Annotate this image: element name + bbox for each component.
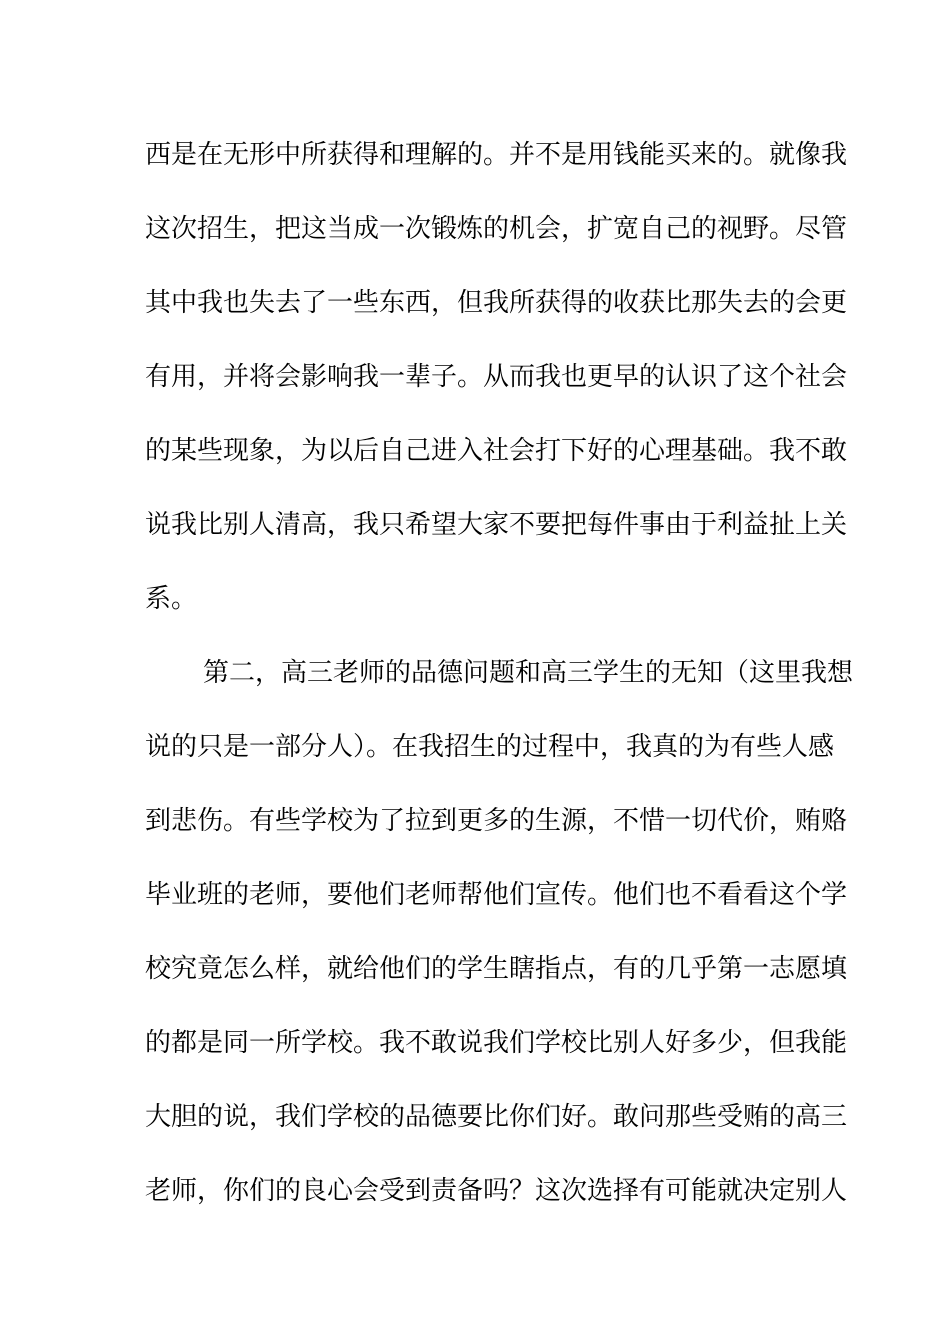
text-line: 毕业班的老师，要他们老师帮他们宣传。他们也不看看这个学 (145, 880, 848, 910)
text-line: 这次招生，把这当成一次锻炼的机会，扩宽自己的视野。尽管 (145, 214, 848, 244)
text-line: 大胆的说，我们学校的品德要比你们好。敢问那些受贿的高三 (145, 1102, 848, 1132)
text-line: 系。 (145, 584, 198, 614)
text-line: 校究竟怎么样，就给他们的学生瞎指点，有的几乎第一志愿填 (145, 954, 848, 984)
text-line: 老师，你们的良心会受到责备吗？这次选择有可能就决定别人 (145, 1176, 848, 1206)
body-text (145, 127, 854, 1237)
text-line: 有用，并将会影响我一辈子。从而我也更早的认识了这个社会 (145, 362, 848, 392)
text-line: 其中我也失去了一些东西，但我所获得的收获比那失去的会更 (145, 288, 848, 318)
text-line: 说的只是一部分人）。在我招生的过程中，我真的为有些人感 (145, 732, 835, 762)
text-line: 说我比别人清高，我只希望大家不要把每件事由于利益扯上关 (145, 510, 848, 540)
text-line: 的都是同一所学校。我不敢说我们学校比别人好多少，但我能 (145, 1028, 848, 1058)
text-line: 西是在无形中所获得和理解的。并不是用钱能买来的。就像我 (145, 140, 848, 170)
text-line: 到悲伤。有些学校为了拉到更多的生源，不惜一切代价，贿赂 (145, 806, 848, 836)
paragraph-first-line: 第二，高三老师的品德问题和高三学生的无知（这里我想 (203, 658, 854, 688)
text-line: 的某些现象，为以后自己进入社会打下好的心理基础。我不敢 (145, 436, 848, 466)
